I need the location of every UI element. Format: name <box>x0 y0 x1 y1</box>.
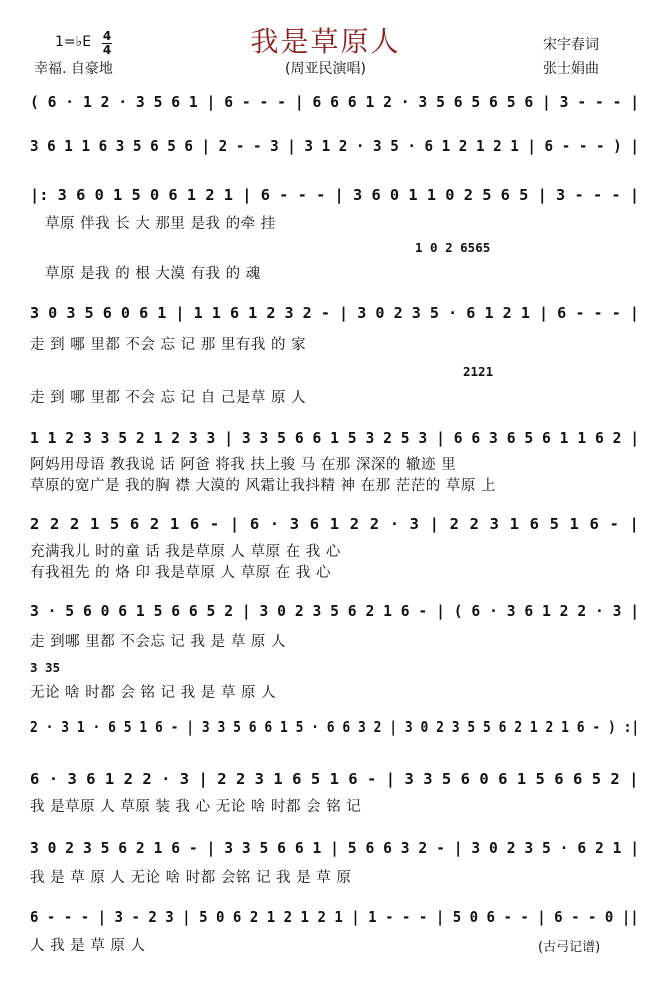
notation-line-3: |: 3 6 0 1 5 0 6 1 2 1 | 6 - - - | 3 6 0 1 1 0 2 5 6 5 | 3 - - - | <box>30 186 640 204</box>
lyric-line-9: 走 到哪 里都 不会忘 记 我 是 草 原 人 <box>30 634 286 650</box>
notation-line-10: 3 0 2 3 5 6 2 1 6 - | 3 3 5 6 6 1 | 5 6 6 3 2 - | 3 0 2 3 5 · 6 2 1 | <box>30 839 640 857</box>
composer-credit: 张士娟曲 <box>543 61 599 77</box>
lyric-line-3: 走 到 哪 里都 不会 忘 记 那 里有我 的 家 <box>30 337 307 353</box>
notation-line-5: 1 1 2 3 3 5 2 1 2 3 3 | 3 3 5 6 6 1 5 3 2 5 3 | 6 6 3 6 5 6 1 1 6 2 | <box>30 429 640 447</box>
time-signature-top: 4 <box>102 29 112 43</box>
lyric-line-8: 有我祖先 的 烙 印 我是草原 人 草原 在 我 心 <box>30 565 331 581</box>
notation-line-1: ( 6 · 1 2 · 3 5 6 1 | 6 - - - | 6 6 6 1 2 · 3 5 6 5 6 5 6 | 3 - - - | <box>30 93 640 111</box>
notation-line-8: 2 · 3 1 · 6 5 1 6 - | 3 3 5 6 6 1 5 · 6 6 3 2 | 3 0 2 3 5 5 6 2 1 2 1 6 - ) :| <box>30 718 640 736</box>
lyric-line-5: 阿妈用母语 教我说 话 阿爸 将我 扶上骏 马 在那 深深的 辙迹 里 <box>30 457 457 473</box>
small-notation-2: 2121 <box>463 364 494 379</box>
lyric-line-6: 草原的宽广是 我的胸 襟 大漠的 风霜让我抖精 神 在那 茫茫的 草原 上 <box>30 478 496 494</box>
notation-line-9: 6 · 3 6 1 2 2 · 3 | 2 2 3 1 6 5 1 6 - | 3 3 5 6 0 6 1 5 6 6 5 2 | <box>30 770 639 788</box>
singer-credit: (周亚民演唱) <box>285 61 366 77</box>
notation-line-11: 6 - - - | 3 - 2 3 | 5 0 6 2 1 2 1 2 1 | 1 - - - | 5 0 6 - - | 6 - - 0 || <box>30 908 639 926</box>
lyricist-credit: 宋宇春词 <box>543 37 599 53</box>
notation-line-4: 3 0 3 5 6 0 6 1 | 1 1 6 1 2 3 2 - | 3 0 2 3 5 · 6 1 2 1 | 6 - - - | <box>30 304 639 322</box>
lyric-line-13: 人 我 是 草 原 人 <box>30 938 146 954</box>
notation-line-2: 3 6 1 1 6 3 5 6 5 6 | 2 - - 3 | 3 1 2 · 3 5 · 6 1 2 1 2 1 | 6 - - - ) | <box>30 137 639 155</box>
small-notation-3: 3 35 <box>30 660 61 675</box>
small-notation-1: 1 0 2 6565 <box>415 240 491 255</box>
song-title: 我是草原人 <box>250 25 401 58</box>
notation-line-7: 3 · 5 6 0 6 1 5 6 6 5 2 | 3 0 2 3 5 6 2 1 6 - | ( 6 · 3 6 1 2 2 · 3 | <box>30 602 640 620</box>
expression-marking: 幸福. 自豪地 <box>34 61 113 77</box>
lyric-line-10: 无论 啥 时都 会 铭 记 我 是 草 原 人 <box>30 685 277 701</box>
lyric-line-7: 充满我儿 时的童 话 我是草原 人 草原 在 我 心 <box>30 544 341 560</box>
lyric-line-2: 草原 是我 的 根 大漠 有我 的 魂 <box>45 266 261 282</box>
lyric-line-1: 草原 伴我 长 大 那里 是我 的牵 挂 <box>45 216 276 232</box>
time-signature <box>102 30 112 56</box>
lyric-line-12: 我 是 草 原 人 无论 啥 时都 会铭 记 我 是 草 原 <box>30 870 352 886</box>
lyric-line-4: 走 到 哪 里都 不会 忘 记 自 己是草 原 人 <box>30 390 307 406</box>
key-signature: 1=♭E <box>55 34 92 50</box>
notation-line-6: 2 2 2 1 5 6 2 1 6 - | 6 · 3 6 1 2 2 · 3 | 2 2 3 1 6 5 1 6 - | <box>30 515 640 533</box>
lyric-line-11: 我 是草原 人 草原 装 我 心 无论 啥 时都 会 铭 记 <box>30 799 362 815</box>
transcriber-credit: (古弓记谱) <box>538 940 601 955</box>
time-signature-bottom: 4 <box>102 43 112 57</box>
